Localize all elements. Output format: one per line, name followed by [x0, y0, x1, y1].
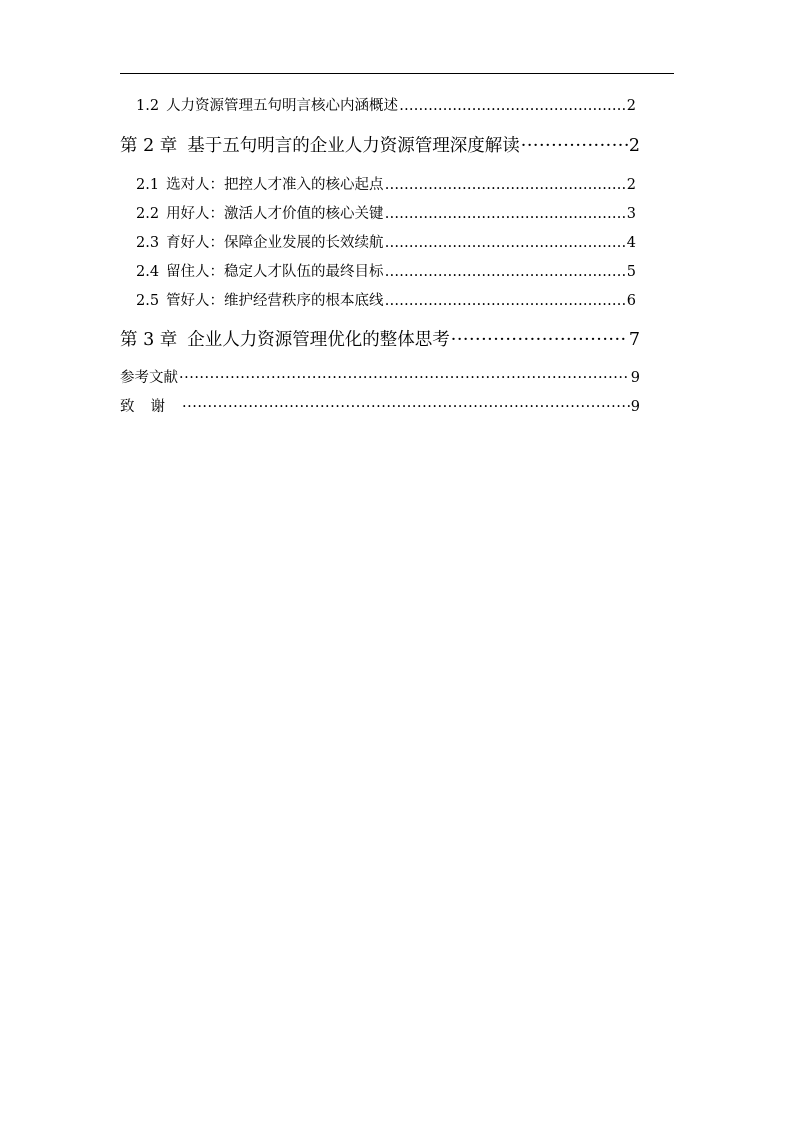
dot-leader	[385, 291, 626, 311]
toc-entry-references[interactable]	[120, 368, 640, 388]
toc-entry-page: 6	[626, 293, 636, 309]
toc-entry-page: 9	[630, 399, 640, 415]
toc-entry-page: 9	[630, 370, 640, 386]
toc-entry-2-1[interactable]	[136, 175, 636, 195]
toc-entry-number: 2.3	[136, 235, 160, 251]
toc-entry-title: 参考文献	[120, 370, 178, 386]
dot-leader	[385, 262, 626, 282]
toc-entry-title: 致谢	[120, 399, 181, 415]
dot-leader	[399, 96, 626, 116]
toc-entry-title: 选对人：把控人才准入的核心起点	[166, 177, 384, 193]
toc-entry-2-2[interactable]	[136, 204, 636, 224]
dot-leader	[385, 204, 626, 224]
toc-entry-title: 管好人：维护经营秩序的根本底线	[166, 293, 384, 309]
toc-entry-number: 1.2	[136, 98, 160, 114]
toc-entry-title: 企业人力资源管理优化的整体思考	[187, 330, 450, 350]
toc-entry-page: 2	[626, 98, 636, 114]
toc-entry-page: 2	[626, 177, 636, 193]
toc-entry-chapter-3[interactable]	[120, 328, 640, 352]
toc-entry-page: 2	[628, 136, 640, 156]
toc-entry-number: 2.1	[136, 177, 160, 193]
toc-entry-chapter-2[interactable]	[120, 134, 640, 158]
dot-leader	[521, 134, 628, 158]
dot-leader	[451, 328, 628, 352]
toc-entry-title: 用好人：激活人才价值的核心关键	[166, 206, 384, 222]
dot-leader	[179, 368, 630, 388]
toc-entry-1-2[interactable]	[136, 96, 636, 116]
toc-entry-title: 人力资源管理五句明言核心内涵概述	[166, 98, 399, 114]
toc-entry-title: 育好人：保障企业发展的长效续航	[166, 235, 384, 251]
toc-entry-number: 第 3 章	[120, 330, 178, 350]
toc-entry-page: 3	[626, 206, 636, 222]
toc-entry-title: 基于五句明言的企业人力资源管理深度解读	[187, 136, 520, 156]
toc-entry-number: 2.2	[136, 206, 160, 222]
toc-entry-number: 2.4	[136, 264, 160, 280]
toc-entry-2-4[interactable]	[136, 262, 636, 282]
toc-entry-page: 4	[626, 235, 636, 251]
toc-entry-2-3[interactable]	[136, 233, 636, 253]
toc-entry-acknowledgements[interactable]	[120, 397, 640, 417]
header-rule	[120, 73, 674, 74]
toc-entry-page: 5	[626, 264, 636, 280]
toc-entry-number: 2.5	[136, 293, 160, 309]
dot-leader	[385, 175, 626, 195]
toc-entry-number: 第 2 章	[120, 136, 178, 156]
toc-entry-page: 7	[628, 330, 640, 350]
toc-entry-title: 留住人：稳定人才队伍的最终目标	[166, 264, 384, 280]
dot-leader	[385, 233, 626, 253]
toc-entry-2-5[interactable]	[136, 291, 636, 311]
dot-leader	[182, 397, 630, 417]
